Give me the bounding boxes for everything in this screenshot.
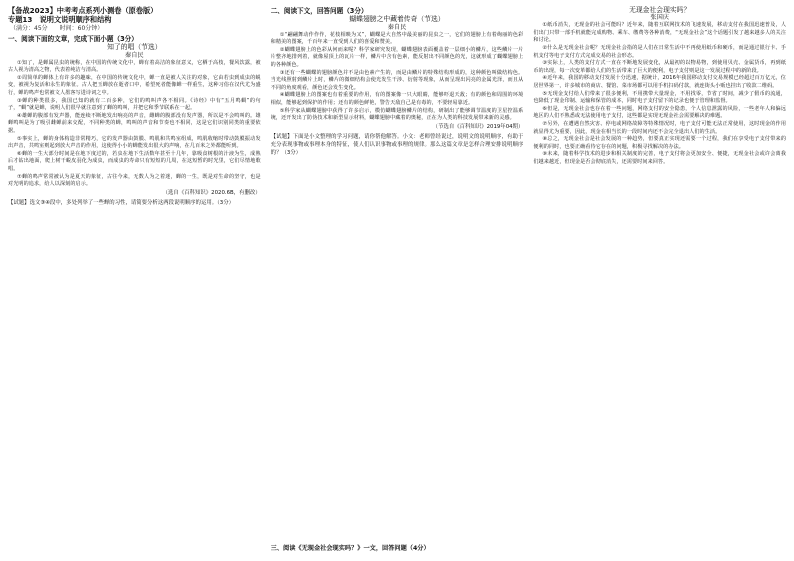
article-2-source: （节选自《百科知识》2019年04期） xyxy=(432,123,524,130)
article-3-paragraph: ④近年来，我国的移动支付发展十分迅速，据统计，2016年我国移动支付交易规模已经超过百万亿元，位居世界第一，许多城市的商店、餐馆、菜市场都可以用手机扫码付款，就连街头小贩也挂出了收款二维码。 xyxy=(533,75,787,89)
article-3-paragraph: ③实际上，人类的支付方式一直在不断地发展变化，从最初的以物易物，到使用贝壳、金属货币，再到纸币的出现，每一次变革都给人们的生活带来了巨大的便利，电子支付则是这一发展过程中的新阶段。 xyxy=(533,60,787,74)
article-2-paragraph: ④蝴蝶翅膀上的图案也有着重要的作用，有的图案像一只大眼睛，能够吓退天敌；有的颜色和周围的环境相似，能够起到保护的作用；还有的颜色鲜艳，警告天敌自己是有毒的，不要轻易靠近。 xyxy=(270,92,524,106)
question-2: 【试题】下面是小文整理的学习问题，请你帮他解答。小文：老师曾经说过，说明文的说明顺序，有助于充分表现事物或事理本身的特征，使人们认识事物或事理的规律。那么这篇文章是怎样合理安排说明顺序的？（3分） xyxy=(270,134,524,156)
article-2-paragraph: ③还有一些蝴蝶的翅膀颜色并不是由色素产生的，而是由鳞片的特殊结构形成的，这种颜色叫做结构色。当光线照射到鳞片上时，鳞片的微细结构会使光发生干涉、衍射等现象，从而呈现出闪亮的金属光泽，而且从不同的角度观看，颜色还会发生变化。 xyxy=(270,69,524,91)
article-1-paragraph: ②周简单的蝉体上有许多的趣味，在中国的传统文化中，蝉一直是被人关注的对象，它由若虫到成虫的蜕变，被视为复活和永生的象征。古人把玉蝉放在逝者口中，希望死者能像蝉一样重生，这种习俗在汉代尤为盛行，蝉的鸣声也常被文人墨客写进诗词之中。 xyxy=(8,74,261,96)
column-right xyxy=(533,6,786,553)
article-3-paragraph: ⑦另外，在遭遇自然灾害、停电或网络故障等特殊情况时，电子支付可能无法正常使用，这时现金的作用就显得尤为重要，因此，现金在相当长的一段时间内还不会完全退出人们的生活。 xyxy=(533,120,787,135)
article-2-title: 蝴蝶翅膀之中藏着传奇（节选） xyxy=(349,15,445,24)
column-middle xyxy=(271,6,524,553)
section-3-heading: 三、阅读《无现金社会现实吗？》一文，回答问题（4分） xyxy=(270,545,430,552)
exam-topic: 专题13 说明文说明顺序和结构 xyxy=(8,15,112,24)
exam-header: 【备战2023】中考考点系列小测卷（原卷版） xyxy=(8,6,158,15)
article-1-paragraph: ①知了，是蝉属昆虫的统称，在中国的传统文化中，蝉有着高洁的象征意义，它栖于高枝，餐风饮露，被古人视为清高之物，代表着纯洁与清高。 xyxy=(8,59,261,74)
article-2-paragraph: ②蝴蝶翅膀上的色彩从何而来呢？科学家研究发现，蝴蝶翅膀表面覆盖着一层细小的鳞片，这些鳞片一片片整齐地排列着，就像屋顶上的瓦片一样，鳞片中含有色素，能反射出不同颜色的光，这就形成了蝴蝶翅膀上的各种颜色。 xyxy=(270,46,524,68)
article-2-paragraph: ①“翩翩舞动作作作，花枝相映为又”，蝴蝶是大自然中最美丽的昆虫之一，它们的翅膀上有着绚丽的色彩和精美的图案，千百年来一直受到人们的喜爱和赞美。 xyxy=(270,31,524,46)
exam-meta: （满分：45分 时间：60分钟） xyxy=(10,25,104,32)
section-2-heading: 二、阅读下文，回答问题（3分） xyxy=(270,7,368,15)
article-3-title: 无现金社会现实吗？ xyxy=(629,6,691,14)
article-3-author: 张国庆 xyxy=(650,14,669,22)
article-3-paragraph: ⑤无现金支付给人们带来了很多便利，不用携带大量现金，不用找零，节省了时间，减少了假币的流通，也降低了现金印制、运输和保管的成本，同时电子支付留下的记录也便于管理和监督。 xyxy=(533,90,787,105)
article-3-paragraph: ⑥但是，无现金社会也存在着一些问题，网络支付的安全隐患，个人信息泄露的风险，一些老年人和偏远地区的人们不熟悉或无法使用电子支付，这些都是实现无现金社会需要解决的难题。 xyxy=(533,105,787,120)
article-2-paragraph: ⑤科学家从蝴蝶翅膀中获得了许多启示，模仿蝴蝶翅膀鳞片的结构，研制出了能够调节温度的卫星控温系统，还开发出了防伪技术和新型显示材料，蝴蝶翅膀中藏着的奥秘，正在为人类的科技发展带来新的灵感。 xyxy=(270,107,524,122)
article-1-title: 知了的唱（节选） xyxy=(107,43,162,52)
article-1-source: （选自《百科知识》2020.6B，有删改） xyxy=(162,189,261,196)
article-1-paragraph: ⑤事实上，蝉的身体构造非常精巧，它的发声器由鼓膜、鸣肌和共鸣室组成，鸣肌收缩时带动鼓膜振动发出声音，共鸣室则起到放大声音的作用，这使得小小的蝉能发出很大的声响，在几百米之外都能听到。 xyxy=(8,135,261,150)
article-3-paragraph: ⑨未来，随着科学技术的进步和相关制度的完善，电子支付将会更加安全、便捷，无现金社会或许会离我们越来越近，但现金是否会彻底消失，还需要时间来回答。 xyxy=(533,151,787,165)
article-3-paragraph: ⑧总之，无现金社会是社会发展的一种趋势，但要真正实现还需要一个过程，我们在享受电子支付带来的便利的同时，也要正确看待它存在的问题，积极寻找解决的办法。 xyxy=(533,136,787,150)
article-1-paragraph: ⑦蝉的鸣声常常被认为是夏天的象征，古往今来，无数人为之着迷，蝉的一生，既是对生命的坚守，也是对光明的追求，给人以深刻的启示。 xyxy=(8,173,261,188)
section-1-heading: 一、阅读下面的文章，完成下面小题（3分） xyxy=(8,35,138,43)
article-3-paragraph: ②什么是无现金社会呢？无现金社会指的是人们在日常生活中不再使用纸币和硬币，而是通过银行卡、手机支付等电子支付方式完成交易的社会形态。 xyxy=(533,44,787,59)
question-1: 【试题】选文③④段中，多处列举了一些蝉的习性，请简要分析这两段说明顺序的运用。（3分） xyxy=(8,200,235,207)
article-1-paragraph: ⑥蝉的一生大部分时间是在地下度过的，若虫在地下生活数年甚至十几年，靠吸食树根的汁液为生，成熟后才钻出地面，爬上树干蜕皮羽化为成虫，而成虫的寿命只有短短的几周，在这短暂的时光里，它们尽情地歌唱。 xyxy=(8,150,261,172)
article-3-paragraph: ①纸币消失，无现金的社会可能吗？近年来，随着互联网技术的飞速发展，移动支付在我国迅速普及，人们出门只带一部手机就能完成购物、乘车、缴费等各种消费，“无现金社会”这个话题引发了越来越多人的关注和讨论。 xyxy=(533,22,787,44)
article-1-author: 秦自民 xyxy=(125,51,144,59)
article-1-paragraph: ④雄蝉的腹部有发声器，能连续不断地发出响亮的声音，雌蝉的腹部没有发声器，所以是不会鸣叫的。雄蝉鸣叫是为了吸引雌蝉前来交配，不同种类的蝉，鸣叫的声音和节奏也不相同，这是它们识别同类的重要依据。 xyxy=(8,112,261,134)
article-2-author: 秦自民 xyxy=(387,23,407,31)
answer-space[interactable] xyxy=(271,158,524,545)
article-1-paragraph: ③蝉的种类很多，我国已知的就有二百多种，它们的鸣叫声各不相同。《诗经》中有“五月鸣蜩”的句子，“蜩”就是蝉，说明人们很早就注意到了蝉的鸣叫，并把它和季节联系在一起。 xyxy=(8,97,261,112)
column-left xyxy=(8,6,261,553)
